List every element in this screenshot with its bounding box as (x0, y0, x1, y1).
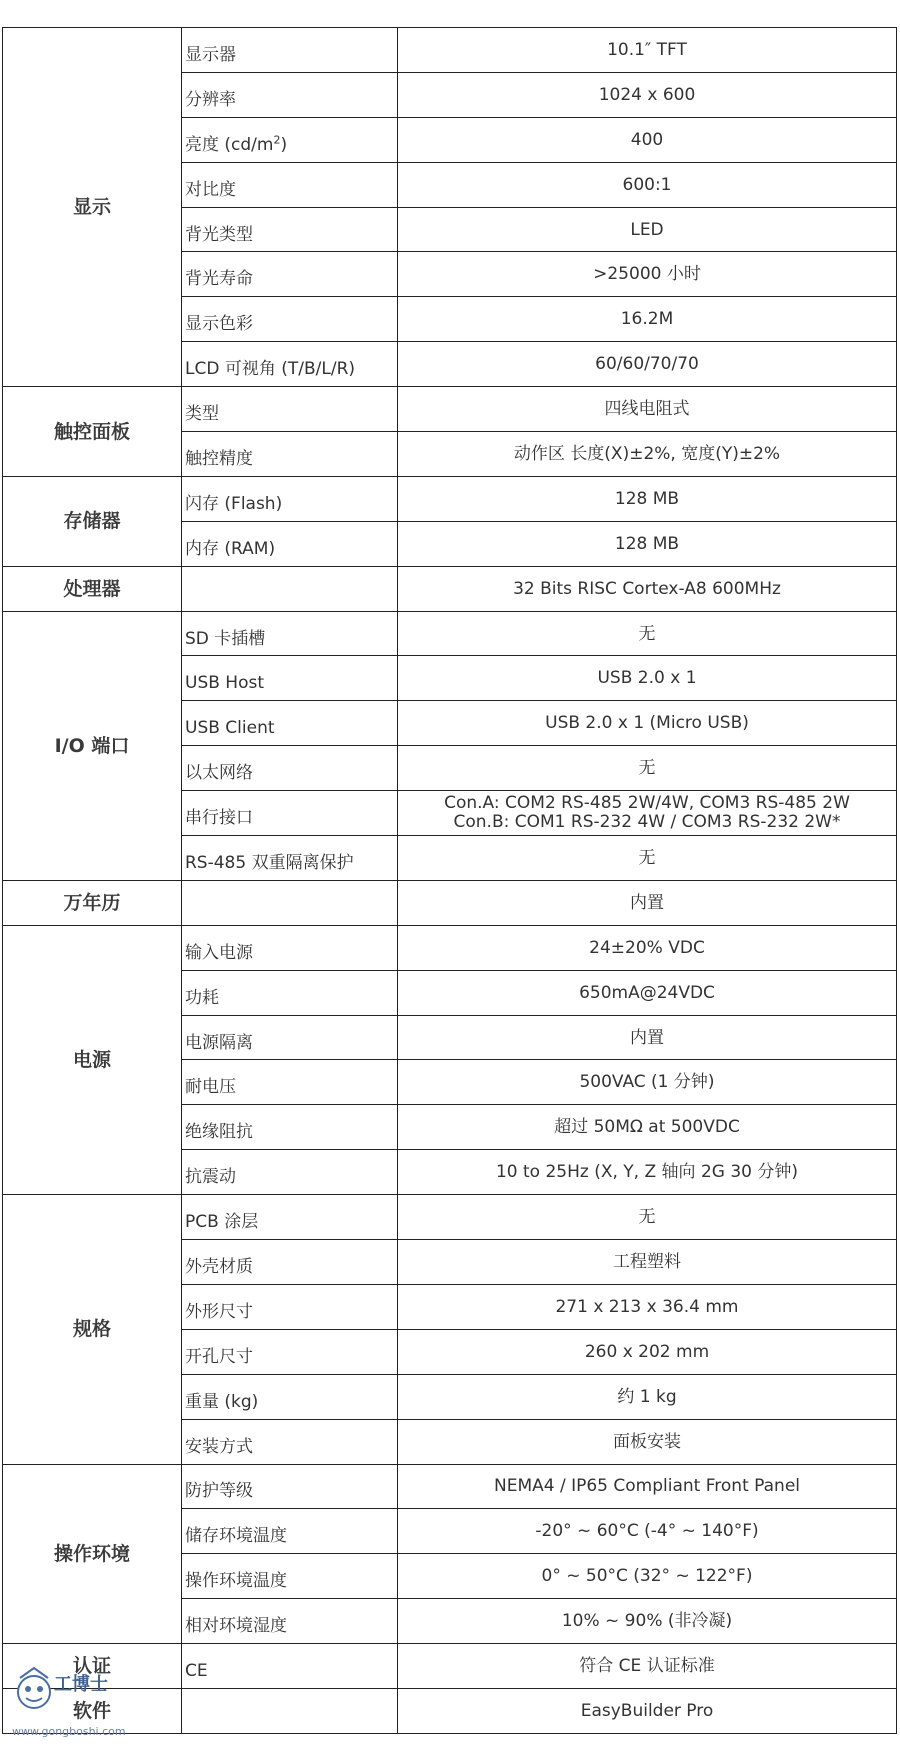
svg-text:工博士: 工博士 (54, 1674, 108, 1695)
spec-label: 功耗 (185, 987, 219, 1008)
spec-label-cell (182, 746, 398, 791)
watermark-domain: www.gongboshi.com (12, 1725, 126, 1738)
spec-value: 271 x 213 x 36.4 mm (555, 1296, 739, 1317)
category-cell: 万年历 (3, 880, 182, 925)
spec-label-cell (182, 925, 398, 970)
spec-label: RS-485 双重隔离保护 (185, 852, 354, 873)
spec-value-cell (398, 1464, 897, 1509)
spec-label-cell (182, 297, 398, 342)
spec-label: 类型 (185, 404, 219, 425)
category-cell: I/O 端口 (3, 611, 182, 880)
spec-value: 650mA@24VDC (579, 982, 715, 1003)
table-row (3, 387, 897, 432)
spec-label: 抗震动 (185, 1167, 236, 1188)
spec-label-cell (182, 1419, 398, 1464)
spec-value: 60/60/70/70 (595, 354, 699, 375)
spec-value: 内置 (630, 892, 664, 913)
spec-value-cell (398, 1374, 897, 1419)
spec-label-cell (182, 1599, 398, 1644)
category-cell: 电源 (3, 925, 182, 1194)
spec-label: 储存环境温度 (185, 1526, 287, 1547)
spec-value-cell (398, 970, 897, 1015)
spec-value: 超过 50MΩ at 500VDC (554, 1117, 740, 1138)
spec-label: SD 卡插槽 (185, 628, 266, 649)
spec-value-cell (398, 1509, 897, 1554)
spec-value-cell (398, 28, 897, 73)
spec-label: USB Host (185, 673, 265, 694)
spec-value: EasyBuilder Pro (580, 1700, 714, 1721)
spec-label-cell (182, 476, 398, 521)
table-row (3, 1195, 897, 1240)
spec-value-cell (398, 1644, 897, 1689)
spec-label-cell (182, 1509, 398, 1554)
spec-label: 亮度 (cd/m (185, 134, 274, 155)
spec-value-cell (398, 521, 897, 566)
spec-value: 16.2M (620, 309, 674, 330)
spec-value-cell (398, 1060, 897, 1105)
spec-value-cell (398, 791, 897, 836)
spec-value: 无 (638, 847, 656, 868)
spec-value: USB 2.0 x 1 (Micro USB) (545, 713, 749, 734)
spec-value-cell (398, 432, 897, 477)
spec-value: 0° ~ 50°C (32° ~ 122°F) (541, 1566, 753, 1587)
spec-label-cell (182, 1195, 398, 1240)
spec-value: 128 MB (614, 488, 680, 509)
spec-label: 串行接口 (185, 808, 253, 829)
spec-value-cell (398, 117, 897, 162)
spec-label: 输入电源 (185, 942, 253, 963)
spec-table-body (3, 28, 897, 1734)
spec-table (2, 27, 897, 1734)
spec-label: 对比度 (185, 179, 236, 200)
spec-value: 动作区 长度(X)±2%, 宽度(Y)±2% (513, 443, 781, 464)
spec-value: 约 1 kg (617, 1386, 677, 1407)
spec-value: 500VAC (1 分钟) (579, 1072, 715, 1093)
spec-value: 内置 (630, 1027, 664, 1048)
spec-label: 开孔尺寸 (185, 1346, 253, 1367)
table-row (3, 476, 897, 521)
spec-value-cell (398, 252, 897, 297)
spec-value-cell (398, 476, 897, 521)
spec-label-cell (182, 566, 398, 611)
spec-label: 触控精度 (185, 448, 253, 469)
spec-label: 耐电压 (185, 1077, 236, 1098)
spec-value: 400 (630, 129, 664, 150)
spec-label-cell (182, 656, 398, 701)
spec-value-cell (398, 297, 897, 342)
category-cell: 显示 (3, 28, 182, 387)
spec-label-cell (182, 252, 398, 297)
spec-value-cell (398, 611, 897, 656)
spec-label-cell (182, 970, 398, 1015)
category-cell: 处理器 (3, 566, 182, 611)
spec-label: 背光寿命 (185, 269, 253, 290)
spec-value: 32 Bits RISC Cortex-A8 600MHz (513, 578, 781, 599)
spec-label-cell (182, 1329, 398, 1374)
spec-label-cell (182, 432, 398, 477)
spec-label: 操作环境温度 (185, 1571, 287, 1592)
spec-label-cell (182, 117, 398, 162)
spec-value-cell (398, 746, 897, 791)
spec-label: CE (185, 1661, 208, 1681)
spec-label-cell (182, 791, 398, 836)
spec-label-cell (182, 701, 398, 746)
spec-label: 绝缘阻抗 (185, 1122, 253, 1143)
spec-value-cell (398, 162, 897, 207)
spec-value-cell (398, 342, 897, 387)
spec-value-cell (398, 566, 897, 611)
spec-value-cell (398, 656, 897, 701)
spec-label: USB Client (185, 718, 275, 739)
table-row (3, 1464, 897, 1509)
spec-label-cell (182, 1060, 398, 1105)
spec-value-cell (398, 207, 897, 252)
spec-value-cell (398, 925, 897, 970)
spec-value-cell (398, 880, 897, 925)
spec-label: 内存 (RAM) (185, 538, 276, 559)
spec-value: 无 (638, 1207, 656, 1228)
spec-label-cell (182, 342, 398, 387)
spec-value: 24±20% VDC (589, 937, 705, 958)
spec-value-cell (398, 701, 897, 746)
spec-value: 工程塑料 (613, 1251, 681, 1272)
spec-value-cell (398, 836, 897, 881)
spec-value-cell (398, 1599, 897, 1644)
spec-label-cell (182, 1688, 398, 1733)
spec-value: LED (630, 219, 664, 240)
spec-value-cell (398, 72, 897, 117)
table-row (3, 925, 897, 970)
spec-value-cell (398, 1240, 897, 1285)
spec-label-cell (182, 1374, 398, 1419)
spec-label-cell (182, 1644, 398, 1689)
spec-value: 10.1″ TFT (607, 39, 687, 60)
spec-label: 闪存 (Flash) (185, 493, 283, 514)
spec-label: 背光类型 (185, 224, 253, 245)
spec-value: 260 x 202 mm (584, 1341, 710, 1362)
spec-value-cell (398, 1329, 897, 1374)
spec-value: 10 to 25Hz (X, Y, Z 轴向 2G 30 分钟) (495, 1162, 799, 1183)
category-cell: 认证 (3, 1644, 182, 1689)
spec-value: USB 2.0 x 1 (597, 668, 697, 689)
spec-value-cell (398, 1150, 897, 1195)
spec-value-cell (398, 1284, 897, 1329)
spec-label: 防护等级 (185, 1481, 253, 1502)
spec-label: 电源隔离 (185, 1032, 253, 1053)
spec-value: 四线电阻式 (604, 399, 690, 420)
spec-value: >25000 小时 (593, 264, 701, 285)
category-cell: 触控面板 (3, 387, 182, 477)
spec-label-superscript: 2 (273, 133, 281, 147)
spec-value: 128 MB (614, 533, 680, 554)
table-row (3, 611, 897, 656)
spec-label: 相对环境湿度 (185, 1616, 287, 1637)
spec-value: 无 (638, 623, 656, 644)
category-cell: 操作环境 (3, 1464, 182, 1644)
spec-label: 外形尺寸 (185, 1301, 253, 1322)
spec-value: -20° ~ 60°C (-4° ~ 140°F) (535, 1521, 759, 1542)
spec-value-cell (398, 1688, 897, 1733)
spec-label-cell (182, 1240, 398, 1285)
spec-label: 安装方式 (185, 1436, 253, 1457)
spec-value-cell (398, 1105, 897, 1150)
spec-value: 面板安装 (613, 1431, 681, 1452)
category-cell: 软件 (3, 1688, 182, 1733)
spec-label-cell (182, 1464, 398, 1509)
spec-label-cell (182, 387, 398, 432)
table-row (3, 566, 897, 611)
gongboshi-logo-icon (8, 1656, 138, 1726)
table-row (3, 28, 897, 73)
spec-label-cell (182, 207, 398, 252)
spec-value: 1024 x 600 (598, 84, 696, 105)
spec-label: 分辨率 (185, 89, 236, 110)
spec-value-cell (398, 1419, 897, 1464)
spec-label: 显示色彩 (185, 314, 253, 335)
spec-value-cell (398, 1015, 897, 1060)
spec-label-cell (182, 1554, 398, 1599)
spec-value: 600:1 (622, 174, 672, 195)
spec-value: Con.A: COM2 RS-485 2W/4W, COM3 RS-485 2W (444, 793, 850, 814)
spec-label: 外壳材质 (185, 1256, 253, 1277)
spec-value: 10% ~ 90% (非冷凝) (561, 1611, 733, 1632)
spec-label: LCD 可视角 (T/B/L/R) (185, 359, 356, 380)
spec-label-cell (182, 521, 398, 566)
spec-label-cell (182, 72, 398, 117)
spec-label-cell (182, 1015, 398, 1060)
spec-label-cell (182, 836, 398, 881)
spec-value-cell (398, 387, 897, 432)
spec-label-cell (182, 880, 398, 925)
spec-label: 重量 (kg) (185, 1391, 259, 1412)
spec-label: 显示器 (185, 44, 236, 65)
spec-value-line2: Con.B: COM1 RS-232 4W / COM3 RS-232 2W* (453, 812, 841, 833)
category-cell: 存储器 (3, 476, 182, 566)
spec-value: 符合 CE 认证标准 (579, 1656, 715, 1676)
spec-label-cell (182, 611, 398, 656)
spec-value: NEMA4 / IP65 Compliant Front Panel (494, 1476, 800, 1497)
spec-label: 以太网络 (185, 763, 253, 784)
spec-value-cell (398, 1195, 897, 1240)
category-cell: 规格 (3, 1195, 182, 1464)
spec-label-tail: ) (280, 134, 288, 155)
spec-label-cell (182, 162, 398, 207)
spec-label-cell (182, 1105, 398, 1150)
spec-label-cell (182, 1150, 398, 1195)
spec-value: 无 (638, 758, 656, 779)
spec-label-cell (182, 1284, 398, 1329)
table-row (3, 880, 897, 925)
spec-label: PCB 涂层 (185, 1212, 259, 1233)
spec-value-cell (398, 1554, 897, 1599)
spec-label-cell (182, 28, 398, 73)
